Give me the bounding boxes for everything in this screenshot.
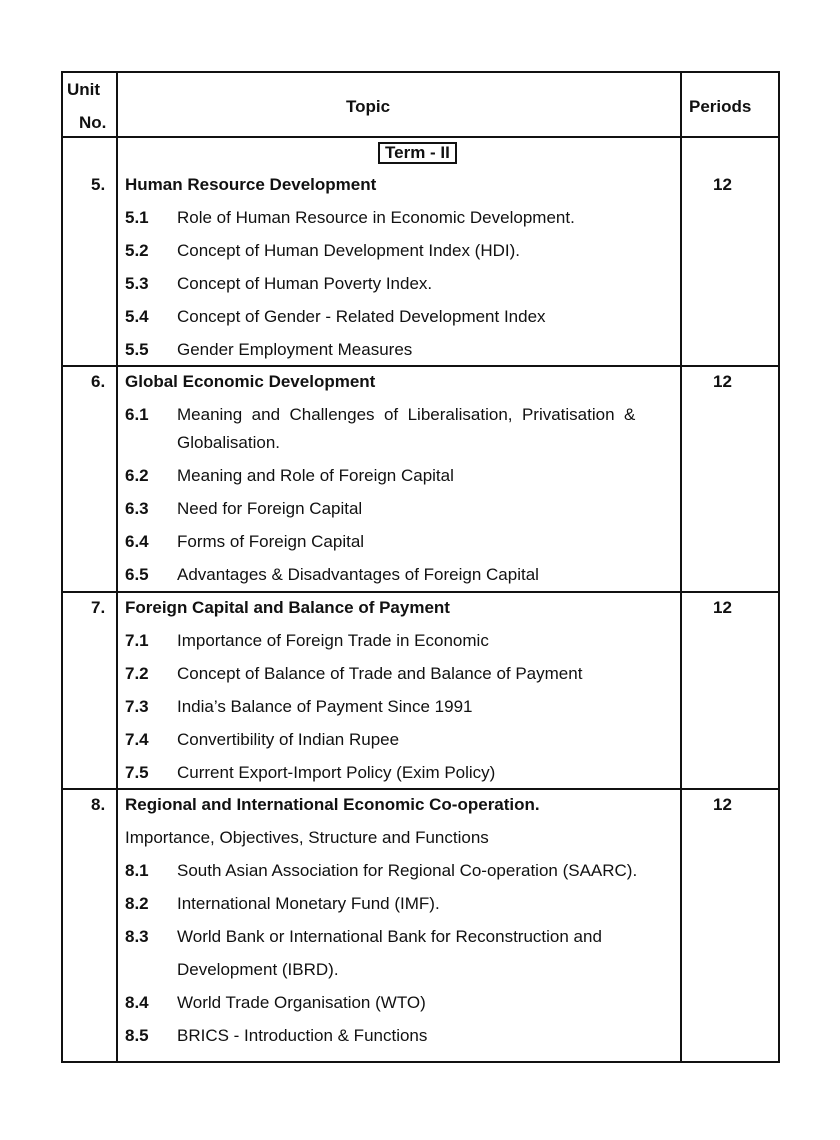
subtopic-text: Meaning and Role of Foreign Capital <box>177 466 454 485</box>
row-divider <box>63 591 778 593</box>
header-topic: Topic <box>346 97 391 116</box>
unit-periods: 12 <box>713 372 732 391</box>
subtopic-text: BRICS - Introduction & Functions <box>177 1026 428 1045</box>
subtopic-number: 7.4 <box>125 730 149 749</box>
subtopic-number: 6.1 <box>125 405 149 424</box>
subtopic-number: 7.2 <box>125 664 149 683</box>
header-unit-line2: No. <box>79 113 107 132</box>
subtopic-text: Importance of Foreign Trade in Economic <box>177 631 489 650</box>
unit-periods: 12 <box>713 598 732 617</box>
subtopic-text: Advantages & Disadvantages of Foreign Capital <box>177 565 539 584</box>
subtopic-number: 7.1 <box>125 631 149 650</box>
subtopic-number: 8.4 <box>125 993 149 1012</box>
column-divider <box>680 73 682 1061</box>
subtopic-number: 7.3 <box>125 697 149 716</box>
subtopic-text: South Asian Association for Regional Co-operation (SAARC). <box>177 861 638 880</box>
row-divider <box>63 788 778 790</box>
subtopic-number: 5.1 <box>125 208 149 227</box>
subtopic-text: International Monetary Fund (IMF). <box>177 894 440 913</box>
subtopic-number: 8.1 <box>125 861 149 880</box>
unit-periods: 12 <box>713 795 732 814</box>
subtopic-text: Development (IBRD). <box>177 960 339 979</box>
unit-title: Foreign Capital and Balance of Payment <box>125 598 450 617</box>
subtopic-text: Current Export-Import Policy (Exim Policy) <box>177 763 496 782</box>
subtopic-text: Role of Human Resource in Economic Development. <box>177 208 575 227</box>
subtopic-text: Meaning and Challenges of Liberalisation, Privatisation & <box>177 405 636 424</box>
subtopic-text: Concept of Human Development Index (HDI). <box>177 241 520 260</box>
subtopic-number: 5.3 <box>125 274 149 293</box>
subtopic-text: Forms of Foreign Capital <box>177 532 365 551</box>
subtopic-number: 5.2 <box>125 241 149 260</box>
subtopic-text: Need for Foreign Capital <box>177 499 363 518</box>
unit-periods: 12 <box>713 175 732 194</box>
unit-number: 7. <box>91 598 106 617</box>
subtopic-number: 6.2 <box>125 466 149 485</box>
header-unit-line1: Unit <box>67 80 101 99</box>
syllabus-table <box>61 71 780 1063</box>
subtopic-text: Concept of Balance of Trade and Balance of Payment <box>177 664 583 683</box>
subtopic-text: India’s Balance of Payment Since 1991 <box>177 697 473 716</box>
subtopic-number: 6.4 <box>125 532 149 551</box>
subtopic-number: 7.5 <box>125 763 149 782</box>
header-periods: Periods <box>689 97 752 116</box>
subtopic-number: 8.3 <box>125 927 149 946</box>
column-divider <box>116 73 118 1061</box>
subtopic-number: 5.5 <box>125 340 149 359</box>
unit-number: 6. <box>91 372 106 391</box>
header-divider <box>63 136 778 138</box>
subtopic-text: World Bank or International Bank for Reconstruction and <box>177 927 602 946</box>
unit-title: Regional and International Economic Co-operation. <box>125 795 540 814</box>
subtopic-number: 8.2 <box>125 894 149 913</box>
unit-number: 8. <box>91 795 106 814</box>
subtopic-text: Gender Employment Measures <box>177 340 413 359</box>
subtopic-text: Convertibility of Indian Rupee <box>177 730 400 749</box>
subtopic-text: Concept of Gender - Related Development Index <box>177 307 546 326</box>
unit-title: Global Economic Development <box>125 372 376 391</box>
unit-number: 5. <box>91 175 106 194</box>
subtopic-number: 6.3 <box>125 499 149 518</box>
unit-intro: Importance, Objectives, Structure and Functions <box>125 828 489 847</box>
term-label: Term - II <box>378 142 457 164</box>
subtopic-number: 6.5 <box>125 565 149 584</box>
subtopic-number: 8.5 <box>125 1026 149 1045</box>
subtopic-text: Globalisation. <box>177 433 281 452</box>
row-divider <box>63 365 778 367</box>
subtopic-text: World Trade Organisation (WTO) <box>177 993 426 1012</box>
subtopic-text: Concept of Human Poverty Index. <box>177 274 433 293</box>
unit-title: Human Resource Development <box>125 175 377 194</box>
subtopic-number: 5.4 <box>125 307 149 326</box>
